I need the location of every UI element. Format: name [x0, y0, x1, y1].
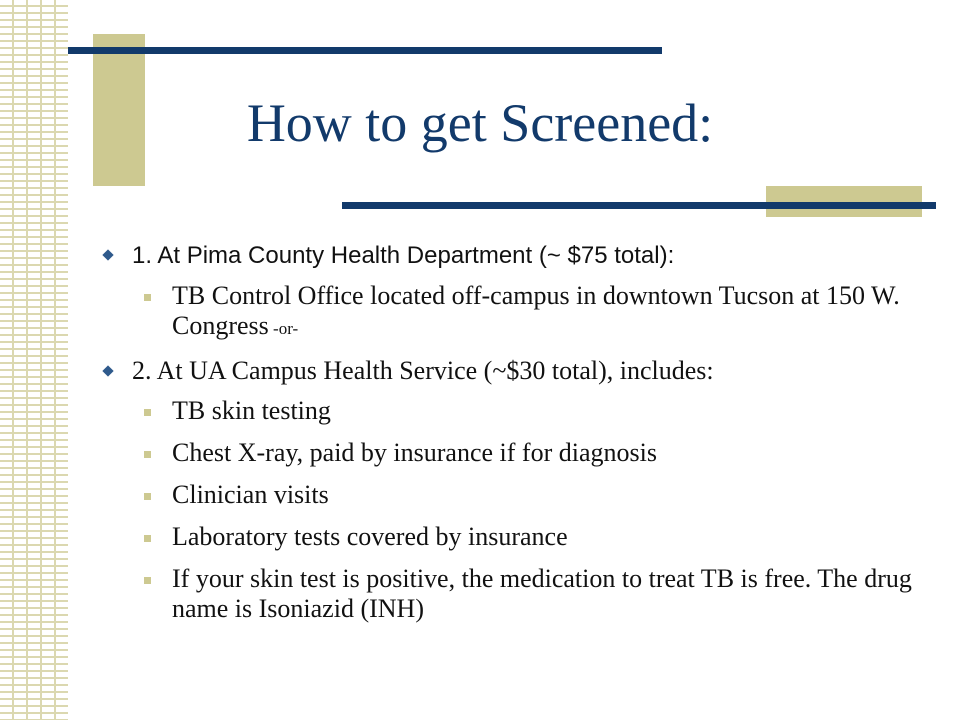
square-bullet-icon: [144, 535, 151, 542]
left-stripe-pattern: [0, 0, 68, 720]
sub-bullet-item-medication: [96, 564, 916, 624]
sub-bullet-text: If your skin test is positive, the medication to treat TB is free. The drug name is Isoniazid (INH): [172, 564, 912, 623]
sub-bullet-item-skin-testing: [96, 396, 916, 426]
sub-bullet-item-tb-control-office: [96, 281, 916, 344]
sub-bullet-text: TB Control Office located off-campus in downtown Tucson at 150 W. Congress: [172, 281, 900, 340]
sub-bullet-text: TB skin testing: [172, 396, 331, 425]
bullet-text: 1. At Pima County Health Department (~ $75 total):: [132, 242, 675, 269]
sub-bullet-text: Laboratory tests covered by insurance: [172, 522, 568, 551]
or-separator: -or-: [268, 319, 299, 338]
square-bullet-icon: [144, 409, 151, 416]
sub-bullet-text: Clinician visits: [172, 480, 329, 509]
bullet-item-health-department: [96, 240, 916, 271]
diamond-bullet-icon: [102, 365, 113, 376]
bullet-list: [96, 240, 916, 636]
sub-bullet-item-clinician-visits: [96, 480, 916, 510]
diamond-bullet-icon: [102, 249, 113, 260]
square-bullet-icon: [144, 577, 151, 584]
square-bullet-icon: [144, 294, 151, 301]
sub-bullet-item-laboratory-tests: [96, 522, 916, 552]
sub-bullet-item-chest-xray: [96, 438, 916, 468]
slide-title: How to get Screened:: [246, 93, 714, 153]
bullet-item-campus-health: [96, 356, 916, 386]
decorative-line-top: [68, 47, 662, 54]
square-bullet-icon: [144, 451, 151, 458]
square-bullet-icon: [144, 493, 151, 500]
decorative-line-bottom: [342, 202, 936, 209]
bullet-text: 2. At UA Campus Health Service (~$30 total), includes:: [132, 356, 714, 385]
sub-bullet-text: Chest X-ray, paid by insurance if for diagnosis: [172, 438, 657, 467]
